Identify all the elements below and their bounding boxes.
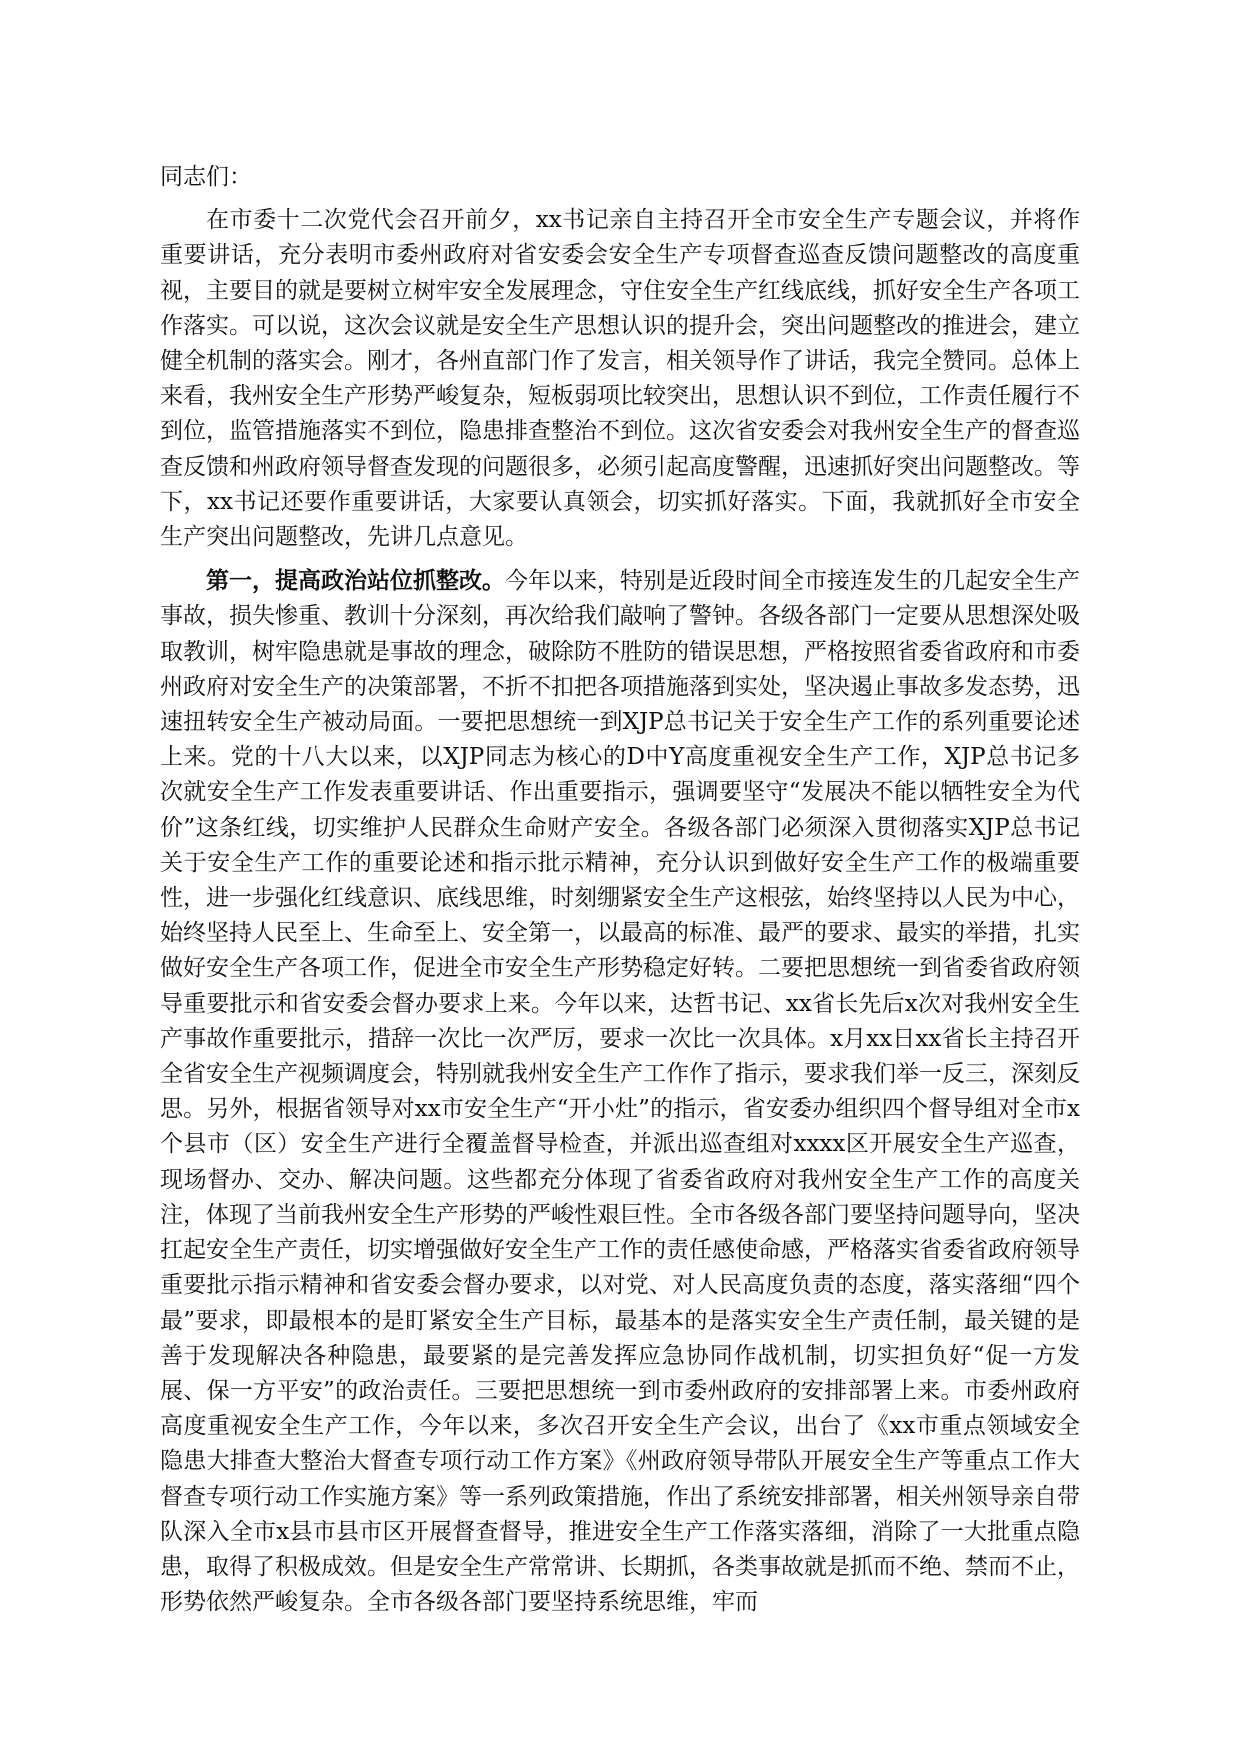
paragraph-intro-text: 在市委十二次党代会召开前夕，xx书记亲自主持召开全市安全生产专题会议，并将作重要讲话，充分表明市委州政府对省安委会安全生产专项督查巡查反馈问题整改的高度重视，主要目的就是要树立树牢安全发展理念，守住安全生产红线底线，抓好安全生产各项工作落实。可以说，这次会议就是安全生产思想认识的提升会，突出问题整改的推进会，建立健全机制的落实会。刚才，各州直部门作了发言，相关领导作了讲话，我完全赞同。总体上来看，我州安全生产形势严峻复杂，短板弱项比较突出，思想认识不到位，工作责任履行不到位，监管措施落实不到位，隐患排查整治不到位。这次省安委会对我州安全生产的督查巡查反馈和州政府领导督查发现的问题很多，必须引起高度警醒，迅速抓好突出问题整改。等下，xx书记还要作重要讲话，大家要认真领会，切实抓好落实。下面，我就抓好全市安全生产突出问题整改，先讲几点意见。 (160, 207, 1080, 551)
paragraph-first-point (160, 563, 1080, 1620)
paragraph-first-point-text: 今年以来，特别是近段时间全市接连发生的几起安全生产事故，损失惨重、教训十分深刻，再次给我们敲响了警钟。各级各部门一定要从思想深处吸取教训，树牢隐患就是事故的理念，破除防不胜防的错误思想，严格按照省委省政府和市委州政府对安全生产的决策部署，不折不扣把各项措施落到实处，坚决遏止事故多发态势，迅速扭转安全生产被动局面。一要把思想统一到XJP总书记关于安全生产工作的系列重要论述上来。党的十八大以来，以XJP同志为核心的D中Y高度重视安全生产工作，XJP总书记多次就安全生产工作发表重要讲话、作出重要指示，强调要坚守“发展决不能以牺牲安全为代价”这条红线，切实维护人民群众生命财产安全。各级各部门必须深入贯彻落实XJP总书记关于安全生产工作的重要论述和指示批示精神，充分认识到做好安全生产工作的极端重要性，进一步强化红线意识、底线思维，时刻绷紧安全生产这根弦，始终坚持以人民为中心，始终坚持人民至上、生命至上、安全第一，以最高的标准、最严的要求、最实的举措，扎实做好安全生产各项工作，促进全市安全生产形势稳定好转。二要把思想统一到省委省政府领导重要批示和省安委会督办要求上来。今年以来，达哲书记、xx省长先后x次对我州安全生产事故作重要批示，措辞一次比一次严厉，要求一次比一次具体。x月xx日xx省长主持召开全省安全生产视频调度会，特别就我州安全生产工作作了指示，要求我们举一反三，深刻反思。另外，根据省领导对xx市安全生产“开小灶”的指示，省安委办组织四个督导组对全市x个县市（区）安全生产进行全覆盖督导检查，并派出巡查组对xxxx区开展安全生产巡查，现场督办、交办、解决问题。这些都充分体现了省委省政府对我州安全生产工作的高度关注，体现了当前我州安全生产形势的严峻性艰巨性。全市各级各部门要坚持问题导向，坚决扛起安全生产责任，切实增强做好安全生产工作的责任感使命感，严格落实省委省政府领导重要批示指示精神和省安委会督办要求，以对党、对人民高度负责的态度，落实落细“四个最”要求，即最根本的是盯紧安全生产目标，最基本的是落实安全生产责任制，最关键的是善于发现解决各种隐患，最要紧的是完善发挥应急协同作战机制，切实担负好“促一方发展、保一方平安”的政治责任。三要把思想统一到市委州政府的安排部署上来。市委州政府高度重视安全生产工作，今年以来，多次召开安全生产会议，出台了《xx市重点领域安全隐患大排查大整治大督查专项行动工作方案》《州政府领导带队开展安全生产等重点工作大督查专项行动工作实施方案》等一系列政策措施，作出了系统安排部署，相关州领导亲自带队深入全市x县市县市区开展督查督导，推进安全生产工作落实落细，消除了一大批重点隐患，取得了积极成效。但是安全生产常常讲、长期抓，各类事故就是抓而不绝、禁而不止，形势依然严峻复杂。全市各级各部门要坚持系统思维，牢而 (160, 568, 1080, 1616)
speech-body (160, 160, 1080, 1628)
salutation: 同志们： (160, 164, 252, 190)
paragraph-intro (160, 203, 1080, 555)
section-heading-first: 第一，提高政治站位抓整改。 (206, 567, 505, 595)
